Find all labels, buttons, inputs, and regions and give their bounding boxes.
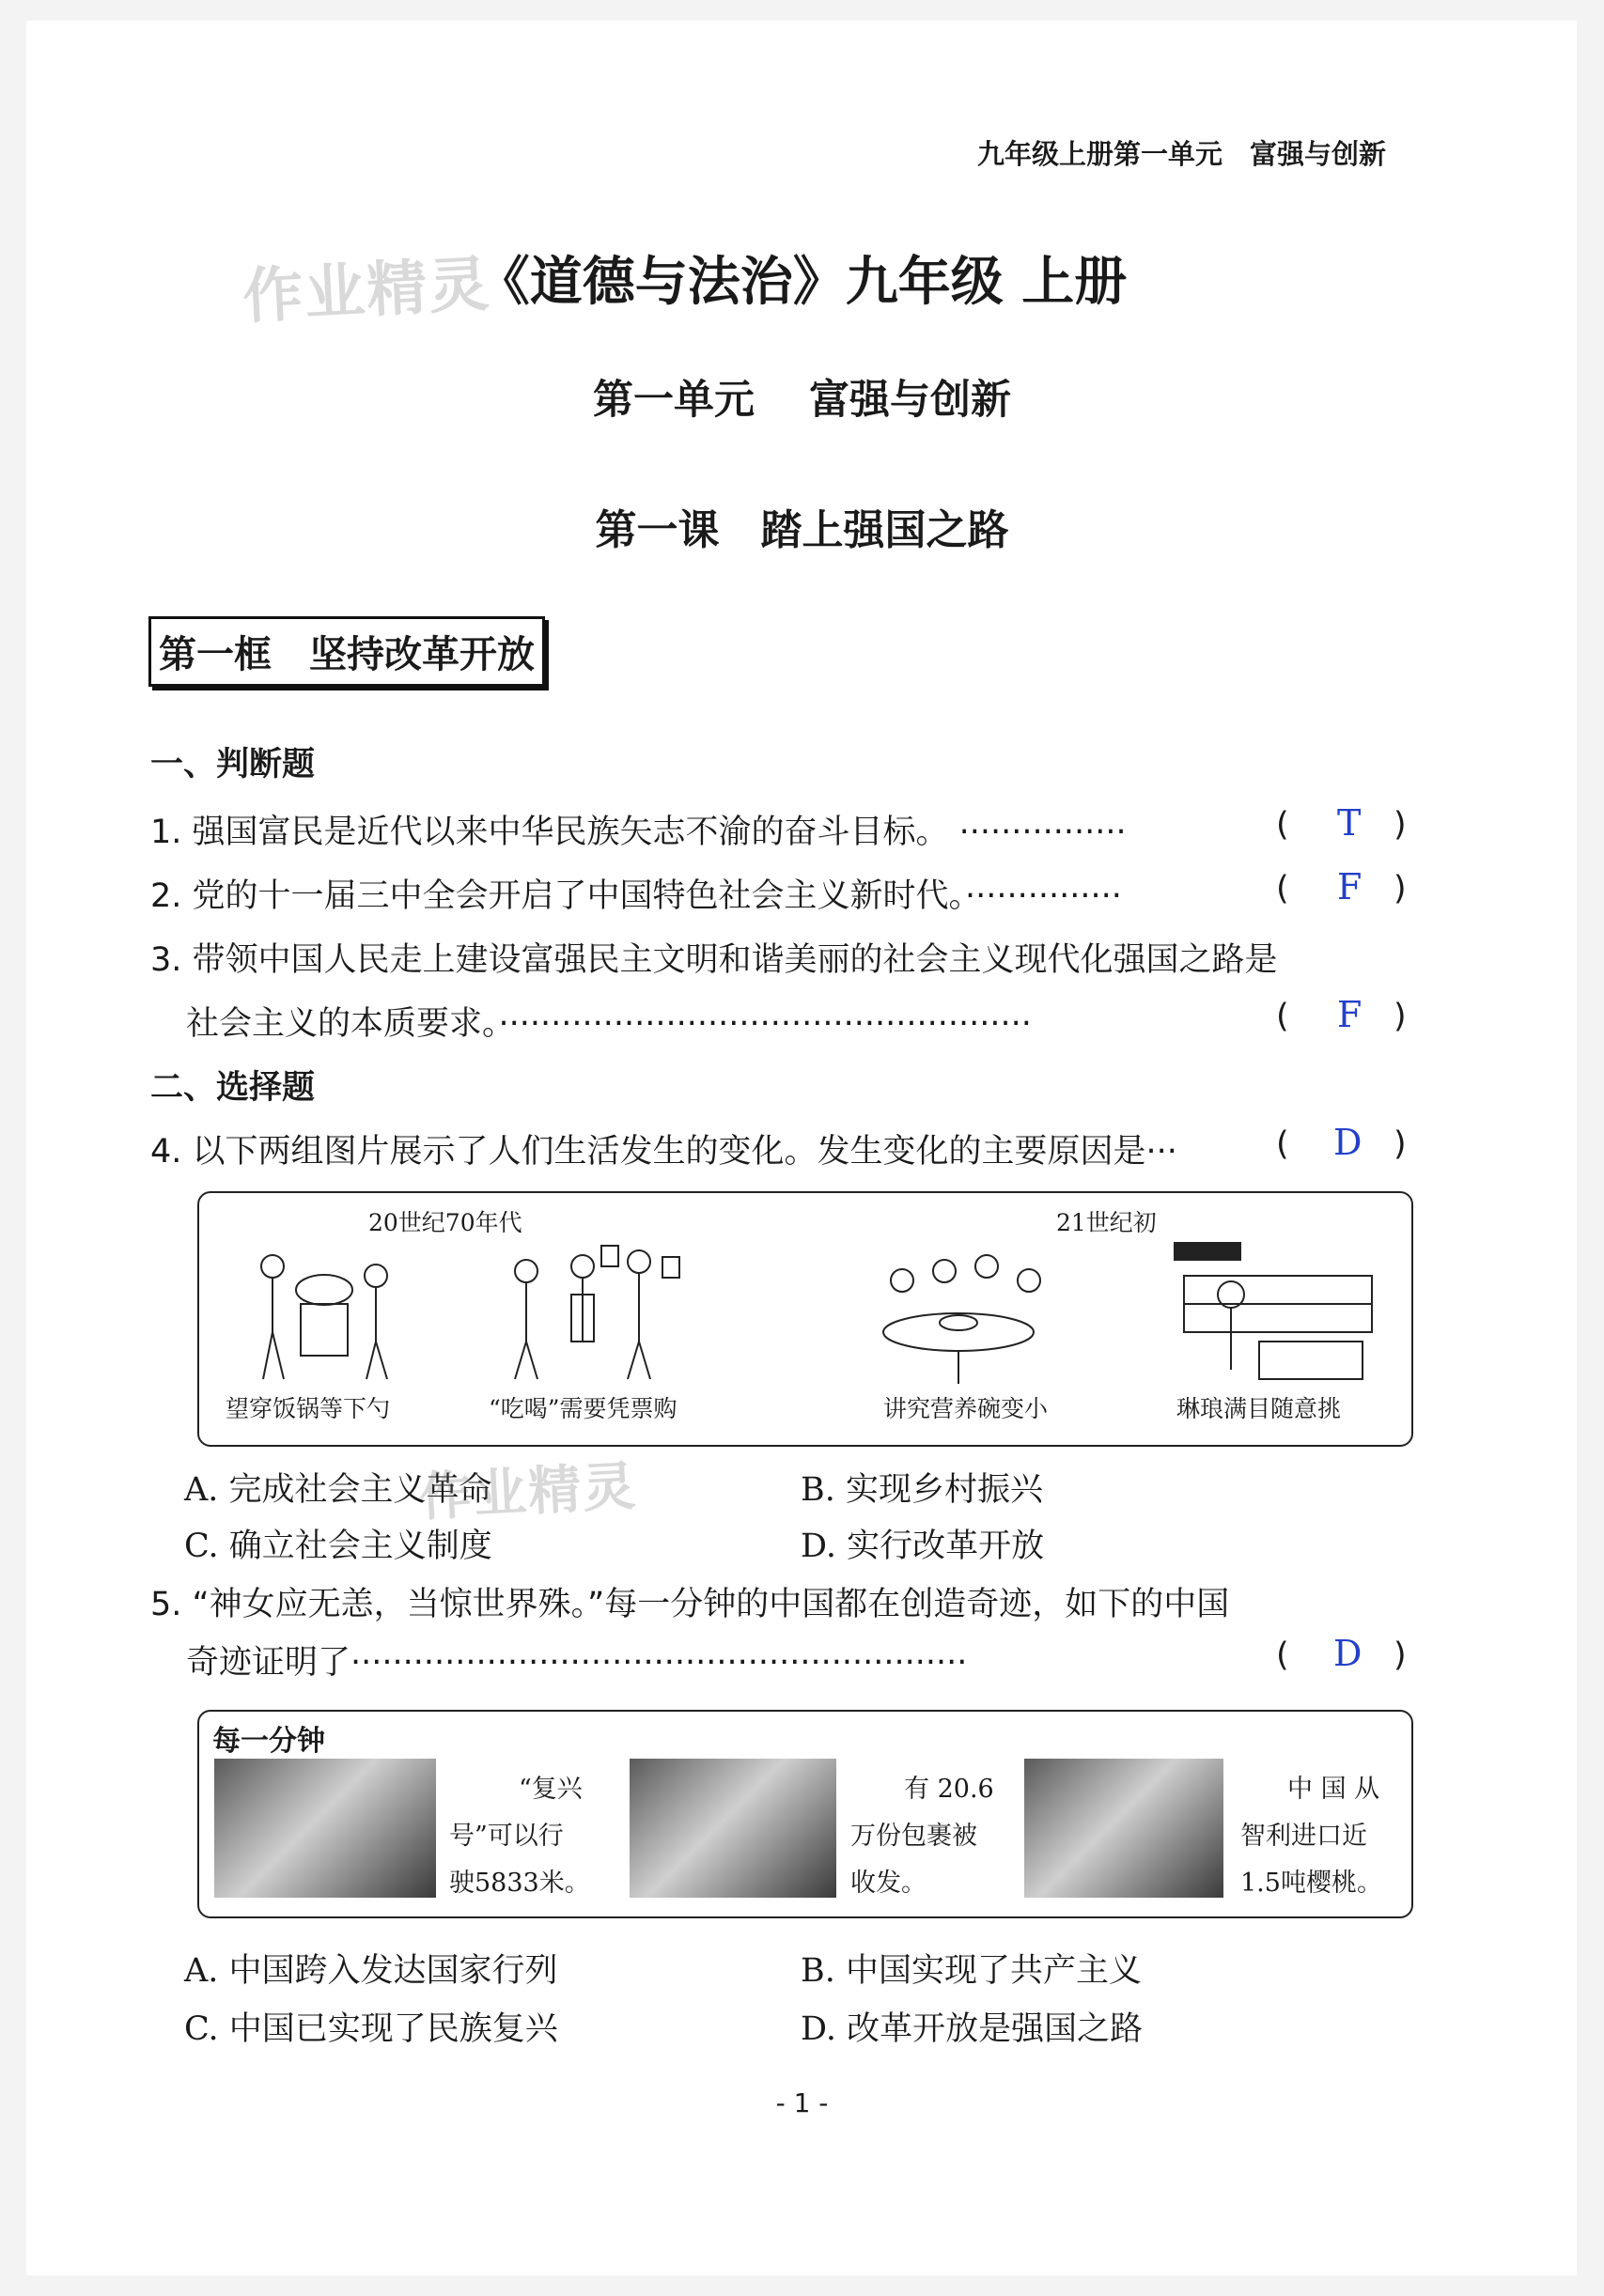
q5-item1-line2: 号”可以行 — [449, 1822, 564, 1851]
answer-paren-5: ( — [1276, 1637, 1289, 1674]
book-title: 《道德与法治》九年级 上册 — [476, 251, 1128, 313]
answer-paren-4: ( — [1276, 1125, 1289, 1163]
question-4: 4. 以下两组图片展示了人们生活发生的变化。发生变化的主要原因是··· — [150, 1133, 1177, 1171]
running-header: 九年级上册第一单元 富强与创新 — [977, 138, 1387, 170]
illustration-family-dinner — [883, 1255, 1040, 1384]
answer-5: D — [1333, 1633, 1363, 1674]
q4-option-a: A. 完成社会主义革命 — [184, 1471, 492, 1509]
answer-paren-1: ( — [1276, 806, 1289, 844]
q4-caption-4: 琳琅满目随意挑 — [1176, 1395, 1342, 1422]
q4-caption-2: “吃喝”需要凭票购 — [489, 1395, 677, 1422]
q4-option-b: B. 实现乡村振兴 — [801, 1471, 1043, 1509]
photo-parcel-warehouse — [630, 1759, 836, 1898]
answer-paren-2: ( — [1276, 870, 1289, 908]
section-choice-heading: 二、选择题 — [150, 1069, 316, 1107]
q5-item2-line2: 万份包裹被 — [850, 1822, 977, 1851]
question-5-line1: 5. “神女应无恙，当惊世界殊。”每一分钟的中国都在创造奇迹，如下的中国 — [150, 1586, 1230, 1623]
answer-4: D — [1333, 1122, 1363, 1163]
answer-paren-3-close: ) — [1394, 998, 1407, 1035]
watermark-middle: 作业精灵 — [417, 1455, 639, 1529]
illustration-ration-tickets — [515, 1246, 679, 1379]
answer-1: T — [1337, 802, 1362, 844]
q4-caption-1: 望穿饭锅等下勺 — [226, 1395, 391, 1422]
answer-paren-5-close: ) — [1394, 1637, 1407, 1674]
q5-item2-line3: 收发。 — [850, 1869, 927, 1898]
q4-era-left: 20世纪70年代 — [368, 1209, 522, 1236]
q5-figure-title: 每一分钟 — [212, 1725, 325, 1758]
question-2: 2. 党的十一届三中全会开启了中国特色社会主义新时代。··············· — [150, 877, 1122, 915]
q4-caption-3: 讲究营养碗变小 — [883, 1395, 1049, 1422]
answer-paren-2-close: ) — [1394, 870, 1407, 908]
q4-option-c: C. 确立社会主义制度 — [184, 1528, 492, 1565]
q5-item3-line3: 1.5吨樱桃。 — [1240, 1869, 1382, 1898]
question-5-line2: 奇迹证明了··························································· — [186, 1644, 968, 1682]
lesson-title: 第一课 踏上强国之路 — [595, 506, 1009, 554]
q4-option-d: D. 实行改革开放 — [801, 1528, 1045, 1565]
answer-paren-1-close: ) — [1394, 806, 1407, 844]
illustration-supermarket — [1175, 1243, 1372, 1379]
q5-item3-line2: 智利进口近 — [1240, 1822, 1367, 1851]
q5-item1-line1: “复兴 — [519, 1775, 583, 1804]
question-3-line1: 3. 带领中国人民走上建设富强民主文明和谐美丽的社会主义现代化强国之路是 — [150, 941, 1278, 979]
q4-illustrations — [226, 1238, 1381, 1388]
answer-paren-4-close: ) — [1394, 1125, 1407, 1163]
answer-2: F — [1337, 866, 1363, 908]
q5-option-a: A. 中国跨入发达国家行列 — [184, 1952, 558, 1990]
photo-cherries — [1024, 1759, 1223, 1898]
page-number: - 1 - — [775, 2087, 829, 2118]
frame-title-box: 第一框 坚持改革开放 — [148, 616, 545, 687]
q5-item1-line3: 驶5833米。 — [449, 1869, 590, 1898]
answer-3: F — [1337, 994, 1363, 1035]
section-judge-heading: 一、判断题 — [150, 746, 316, 783]
q5-option-d: D. 改革开放是强国之路 — [801, 2010, 1144, 2048]
q5-option-c: C. 中国已实现了民族复兴 — [184, 2010, 558, 2048]
q4-era-right: 21世纪初 — [1056, 1209, 1157, 1236]
question-1: 1. 强国富民是近代以来中华民族矢志不渝的奋斗目标。 ················ — [150, 814, 1127, 851]
illustration-waiting-pot — [261, 1255, 387, 1379]
unit-title: 第一单元 富强与创新 — [593, 377, 1011, 424]
question-3-line2: 社会主义的本质要求。··················································· — [186, 1005, 1032, 1043]
q5-option-b: B. 中国实现了共产主义 — [801, 1952, 1142, 1990]
watermark-top: 作业精灵 — [241, 250, 493, 333]
q5-item2-line1: 有 20.6 — [904, 1775, 994, 1804]
q5-item3-line1: 中 国 从 — [1287, 1775, 1380, 1804]
photo-fuxing-train — [214, 1759, 436, 1898]
answer-paren-3: ( — [1276, 998, 1289, 1035]
